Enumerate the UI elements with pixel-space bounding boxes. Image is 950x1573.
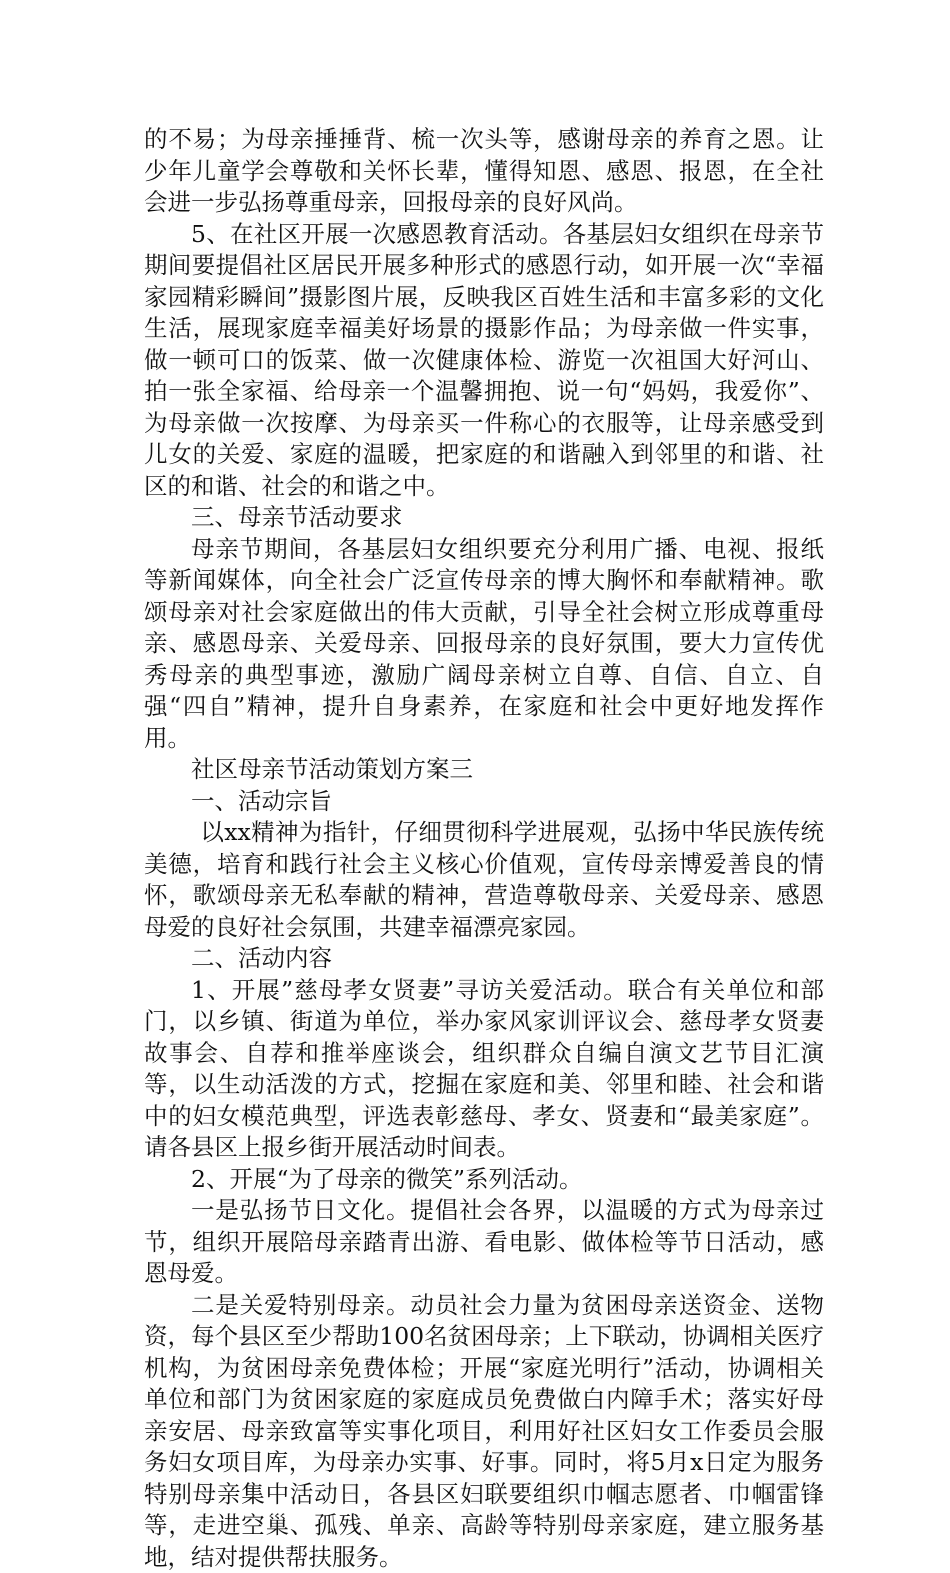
section-heading-content: 二、活动内容 <box>144 943 824 975</box>
paragraph-requirements: 母亲节期间，各基层妇女组织要充分利用广播、电视、报纸等新闻媒体，向全社会广泛宣传母亲的博大胸怀和奉献精神。歌颂母亲对社会家庭做出的伟大贡献，引导全社会树立形成尊重母亲、感恩母亲、关爱母亲、回报母亲的良好氛围，要大力宣传优秀母亲的典型事迹，激励广阔母亲树立自尊、自信、自立、自强“四自”精神，提升自身素养，在家庭和社会中更好地发挥作用。 <box>144 534 824 755</box>
document-page <box>144 124 824 1573</box>
paragraph-item-1: 1、开展”慈母孝女贤妻”寻访关爱活动。联合有关单位和部门，以乡镇、街道为单位，举办家风家训评议会、慈母孝女贤妻故事会、自荐和推举座谈会，组织群众自编自演文艺节目汇演等，以生动活泼的方式，挖掘在家庭和美、邻里和睦、社会和谐中的妇女模范典型，评选表彰慈母、孝女、贤妻和“最美家庭”。请各县区上报乡街开展活动时间表。 <box>144 975 824 1164</box>
paragraph-special-mothers: 二是关爱特别母亲。动员社会力量为贫困母亲送资金、送物资，每个县区至少帮助100名贫困母亲；上下联动，协调相关医疗机构，为贫困母亲免费体检；开展“家庭光明行”活动，协调相关单位和部门为贫困家庭的家庭成员免费做白内障手术；落实好母亲安居、母亲致富等实事化项目，利用好社区妇女工作委员会服务妇女项目库，为母亲办实事、好事。同时，将5月x日定为服务特别母亲集中活动日，各县区妇联要组织巾帼志愿者、巾帼雷锋等，走进空巢、孤残、单亲、高龄等特别母亲家庭，建立服务基地，结对提供帮扶服务。 <box>144 1290 824 1573</box>
section-heading-purpose: 一、活动宗旨 <box>144 786 824 818</box>
section-heading-requirements: 三、母亲节活动要求 <box>144 502 824 534</box>
paragraph-purpose: 以xx精神为指针，仔细贯彻科学进展观，弘扬中华民族传统美德，培育和践行社会主义核心价值观，宣传母亲博爱善良的情怀，歌颂母亲无私奉献的精神，营造尊敬母亲、关爱母亲、感恩母爱的良好社会氛围，共建幸福漂亮家园。 <box>144 817 824 943</box>
plan-title: 社区母亲节活动策划方案三 <box>144 754 824 786</box>
paragraph-item-2: 2、开展“为了母亲的微笑”系列活动。 <box>144 1164 824 1196</box>
paragraph-festival-culture: 一是弘扬节日文化。提倡社会各界，以温暖的方式为母亲过节，组织开展陪母亲踏青出游、看电影、做体检等节日活动，感恩母爱。 <box>144 1195 824 1290</box>
paragraph-continuation: 的不易；为母亲捶捶背、梳一次头等，感谢母亲的养育之恩。让少年儿童学会尊敬和关怀长辈，懂得知恩、感恩、报恩，在全社会进一步弘扬尊重母亲，回报母亲的良好风尚。 <box>144 124 824 219</box>
paragraph-item-5: 5、在社区开展一次感恩教育活动。各基层妇女组织在母亲节期间要提倡社区居民开展多种形式的感恩行动，如开展一次“幸福家园精彩瞬间”摄影图片展，反映我区百姓生活和丰富多彩的文化生活，展现家庭幸福美好场景的摄影作品；为母亲做一件实事，做一顿可口的饭菜、做一次健康体检、游览一次祖国大好河山、拍一张全家福、给母亲一个温馨拥抱、说一句“妈妈，我爱你”、为母亲做一次按摩、为母亲买一件称心的衣服等，让母亲感受到儿女的关爱、家庭的温暖，把家庭的和谐融入到邻里的和谐、社区的和谐、社会的和谐之中。 <box>144 219 824 503</box>
